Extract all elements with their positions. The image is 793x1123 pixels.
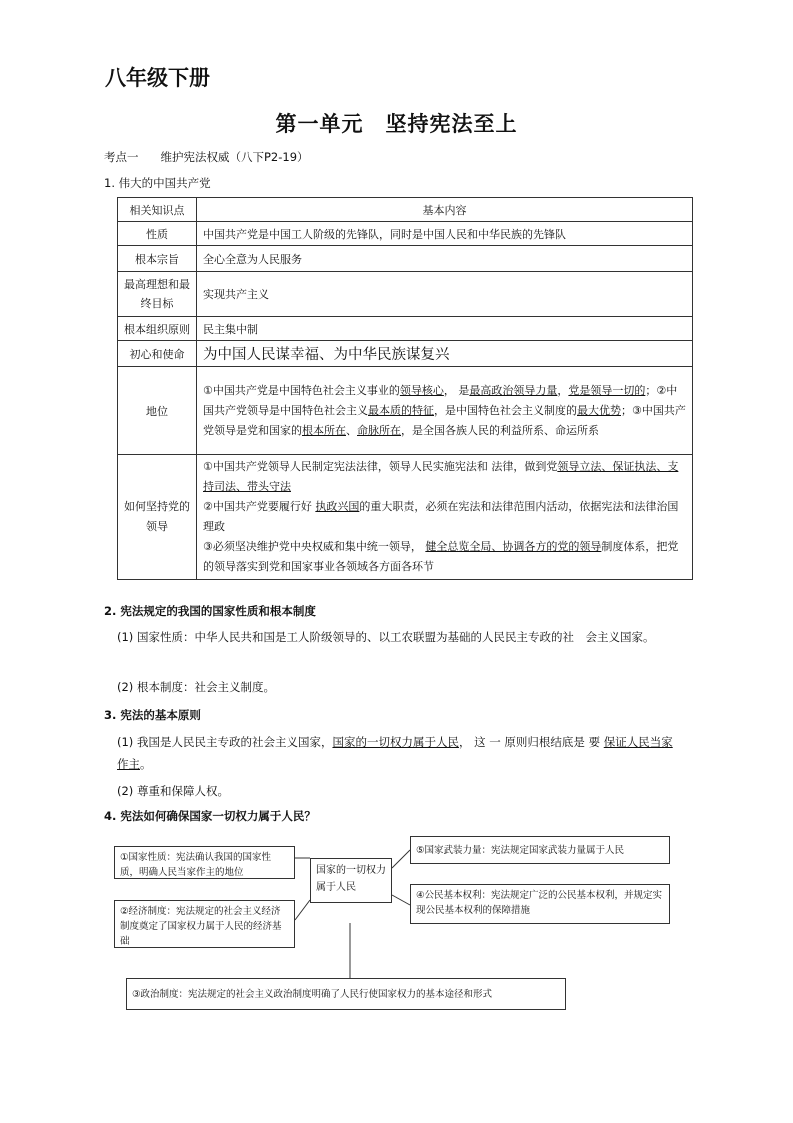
- underlined-segment: 命脉所在: [357, 423, 401, 437]
- text-segment: 制度体系，把党的领导落实到党和国家事业各领域各方面各环节: [203, 540, 679, 573]
- unit-title: 第一单元 坚持宪法至上: [275, 112, 518, 136]
- table-row-diwei: [118, 367, 693, 455]
- text-segment: ，: [557, 383, 569, 397]
- diagram-box-citizen-rights: ④公民基本权利：宪法规定广泛的公民基本权利，并规定实现公民基本权利的保障措施: [410, 884, 670, 924]
- row-key: 根本组织原则: [118, 317, 197, 341]
- text-segment: ，是全国各族人民的利益所系、命运所系: [401, 423, 599, 437]
- row-value: 中国共产党是中国工人阶级的先锋队，同时是中国人民和中华民族的先锋队: [197, 222, 693, 246]
- row-value: 为中国人民谋幸福、为中华民族谋复兴: [197, 341, 693, 367]
- text-segment: ；③中国共产党领导是党和国家的: [203, 403, 686, 437]
- text-segment: ；②中国共产党领导是中国特色社会主义: [203, 383, 678, 417]
- underlined-segment: 国家的一切权力属于人民: [332, 735, 459, 749]
- section2-p2: (2) 根本制度：社会主义制度。: [117, 680, 275, 694]
- section3-title: 3. 宪法的基本原则: [104, 708, 201, 722]
- underlined-segment: 最本质的特征: [368, 403, 434, 417]
- text-segment: ①中国共产党是中国特色社会主义事业的: [203, 383, 400, 397]
- underlined-segment: 党是领导一切的: [568, 383, 646, 397]
- row-key: 根本宗旨: [118, 246, 197, 272]
- diagram-box-economic-system: ②经济制度：宪法规定的社会主义经济制度奠定了国家权力属于人民的经济基础: [114, 900, 295, 948]
- lingdao-point-3: [203, 537, 686, 577]
- text-segment: (1) 我国是人民民主专政的社会主义国家，: [117, 735, 333, 749]
- text-segment: 、: [346, 423, 357, 437]
- row-value: 实现共产主义: [197, 272, 693, 317]
- section2-p1: (1) 国家性质：中华人民共和国是工人阶级领导的、以工农联盟为基础的人民民主专政的社 会主义国家。: [117, 630, 655, 644]
- table-row: [118, 222, 693, 246]
- table-row: [118, 246, 693, 272]
- table-row-lingdao: [118, 455, 693, 580]
- kaodian-text: 维护宪法权威（八下P2-19）: [160, 150, 309, 164]
- row-key: 性质: [118, 222, 197, 246]
- section3-p2: (2) 尊重和保障人权。: [117, 784, 229, 798]
- text-segment: ③必须坚决维护党中央权威和集中统一领导，: [203, 540, 426, 553]
- underlined-segment: 领导核心: [399, 383, 444, 397]
- text-segment: ①中国共产党领导人民制定宪法法律，领导人民实施宪法和 法律，做到党: [203, 460, 558, 473]
- row-key: 最高理想和最终目标: [118, 272, 197, 317]
- diwei-text: [197, 367, 693, 455]
- underlined-segment: 最大优势: [577, 403, 621, 417]
- table-row: [118, 341, 693, 367]
- section1-title: 1. 伟大的中国共产党: [104, 176, 211, 190]
- row-value: 全心全意为人民服务: [197, 246, 693, 272]
- section3-p1: [117, 731, 679, 775]
- table-row: [118, 317, 693, 341]
- table-header-row: [118, 198, 693, 222]
- kaodian-line: [104, 149, 309, 165]
- underlined-segment: 保证人民当家作主: [117, 735, 673, 771]
- text-segment: ， 是: [443, 383, 470, 397]
- text-segment: ， 这 一 原则归根结底是 要: [458, 735, 604, 749]
- text-segment: ②中国共产党要履行好: [203, 500, 316, 513]
- underlined-segment: 最高政治领导力量: [469, 383, 558, 397]
- table-header-key: 相关知识点: [118, 198, 197, 222]
- row-key: 如何坚持党的领导: [118, 455, 197, 580]
- grade-heading: 八年级下册: [105, 66, 210, 90]
- table-header-value: 基本内容: [197, 198, 693, 222]
- row-value: 民主集中制: [197, 317, 693, 341]
- underlined-segment: 根本所在: [302, 423, 346, 437]
- row-key: 初心和使命: [118, 341, 197, 367]
- table-row: [118, 272, 693, 317]
- underlined-segment: 领导立法、保证执法、支持司法、带头守法: [203, 460, 679, 493]
- text-segment: 。: [140, 757, 152, 771]
- kaodian-label: 考点一: [104, 150, 139, 164]
- lingdao-point-1: [203, 457, 686, 497]
- section4-title: 4. 宪法如何确保国家一切权力属于人民？: [104, 809, 316, 823]
- diagram-box-political-system: ③政治制度：宪法规定的社会主义政治制度明确了人民行使国家权力的基本途径和形式: [126, 978, 566, 1010]
- diagram-box-state-nature: ①国家性质：宪法确认我国的国家性质，明确人民当家作主的地位: [114, 846, 295, 879]
- diagram-box-armed-forces: ⑤国家武装力量：宪法规定国家武装力量属于人民: [410, 836, 670, 864]
- text-segment: 的重大职责，必须在宪法和法律范围内活动，依据宪法和法律治国理政: [203, 500, 679, 533]
- lingdao-point-2: [203, 497, 686, 537]
- diagram-center-box: 国家的一切权力属于人民: [310, 858, 392, 903]
- underlined-segment: 执政兴国: [315, 500, 360, 513]
- row-key: 地位: [118, 367, 197, 455]
- text-segment: ，是中国特色社会主义制度的: [434, 403, 577, 417]
- section2-title: 2. 宪法规定的我国的国家性质和根本制度: [104, 604, 316, 618]
- lingdao-text: [197, 455, 693, 580]
- knowledge-table: [117, 197, 693, 580]
- underlined-segment: 健全总览全局、协调各方的党的领导: [425, 540, 602, 553]
